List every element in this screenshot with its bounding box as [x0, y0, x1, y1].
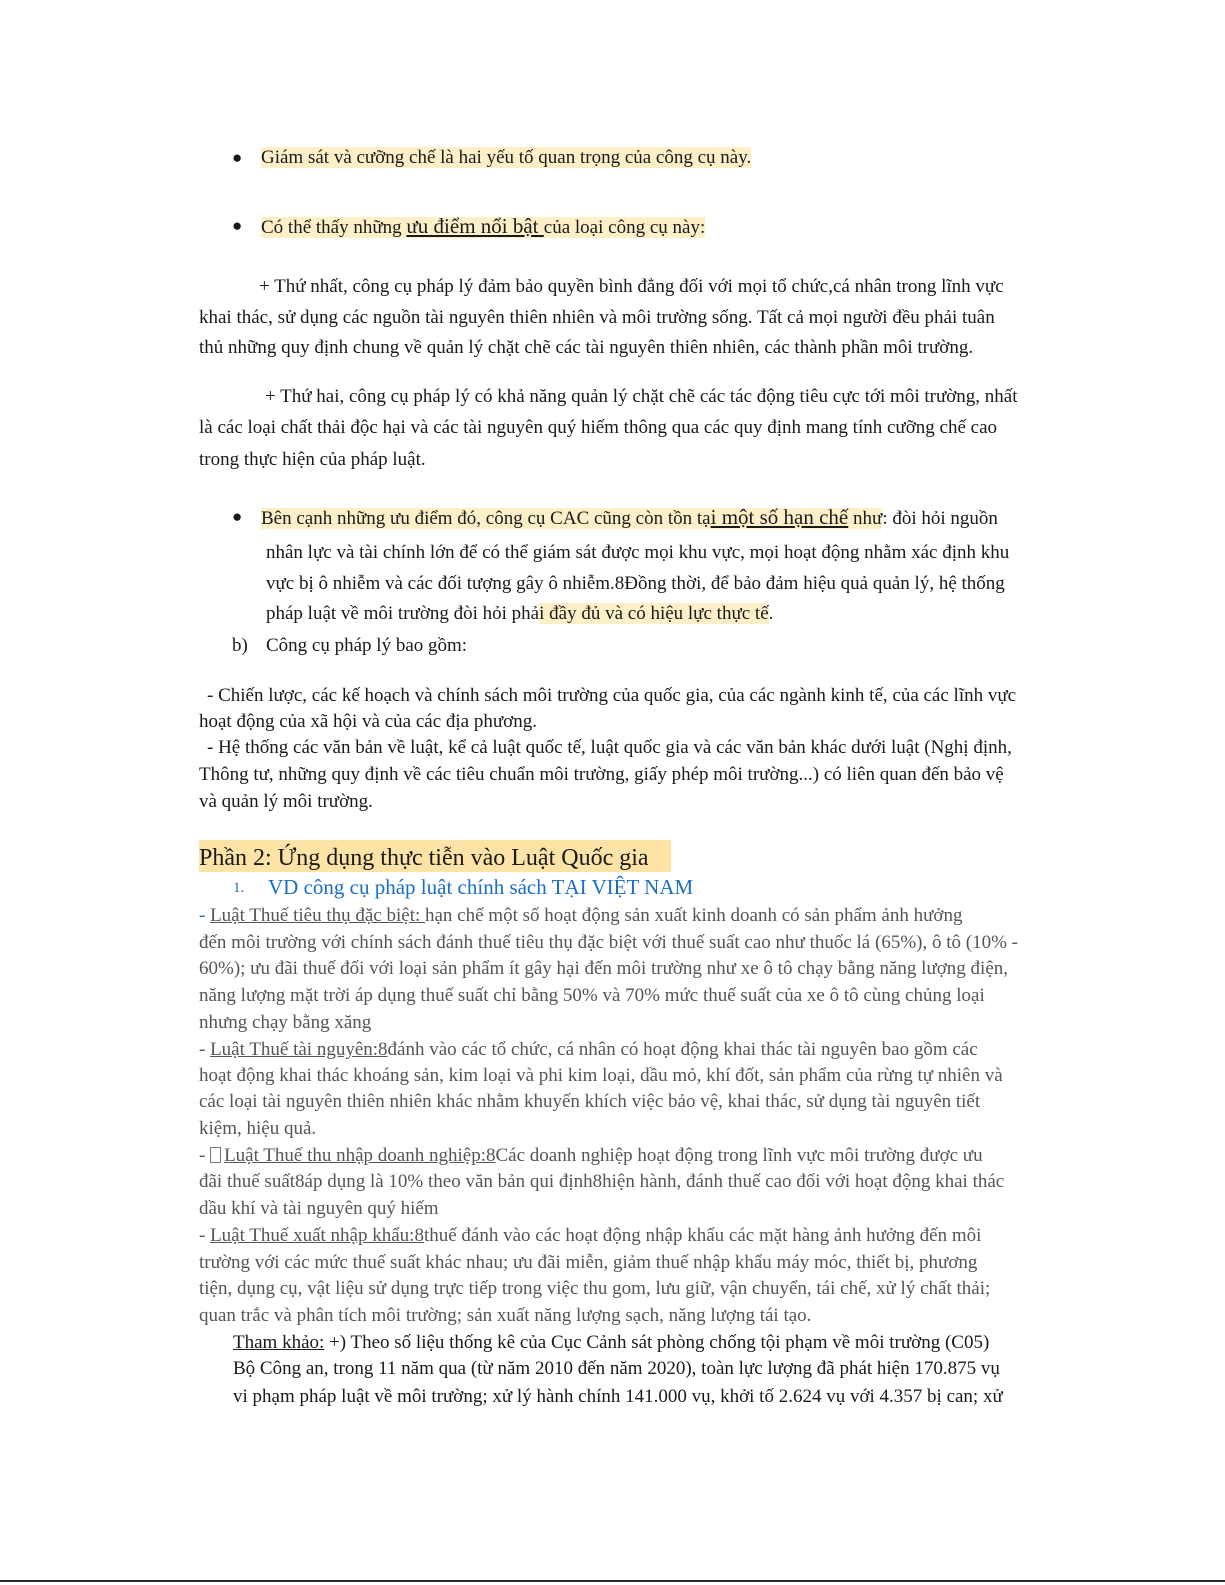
reference-line-1 [233, 1331, 989, 1355]
dash-1-line-1: - Chiến lược, các kế hoạch và chính sách môi trường của quốc gia, của các ngành kinh tế, của các lĩnh vực [207, 685, 1017, 706]
bullet-dot: ● [232, 507, 243, 526]
bullet-3-post: như [848, 508, 883, 529]
tax-2-line-4: kiệm, hiệu quả. [199, 1118, 317, 1139]
bullet-3-line-3: vực bị ô nhiễm và các đối tượng gây ô nhiễm.8Đồng thời, để bảo đảm hiệu quả quản lý, hệ thống [266, 573, 1005, 594]
tax-1-dash: - [199, 905, 211, 926]
tax-1-title: Luật Thuế tiêu thụ đặc biệt: [210, 905, 425, 926]
para-2-line-1: + Thứ hai, công cụ pháp lý có khả năng quản lý chặt chẽ các tác động tiêu cực tới môi trường, nhất [265, 386, 1018, 407]
bullet-3-emphasis: i một số hạn chế [710, 505, 849, 529]
bullet-dot: ● [232, 216, 243, 235]
para-1-line-3: thủ những quy định chung về quản lý chặt chẽ các tài nguyên thiên nhiên, các thành phần môi trường. [199, 337, 974, 358]
bullet-3-line-1 [261, 505, 998, 531]
bullet-1-text: Giám sát và cưỡng chế là hai yếu tố quan trọng của công cụ này. [261, 147, 752, 168]
tax-3-title: Luật Thuế thu nhập doanh nghiệp:8 [224, 1145, 496, 1166]
tax-1-line-3: 60%); ưu đãi thuế đối với loại sản phẩm ít gây hại đến môi trường như xe ô tô chạy bằng năng lượng điện, [199, 958, 1009, 979]
tax-2-line-1 [199, 1038, 978, 1062]
sub-b-marker: b) [232, 635, 248, 656]
dash-2-line-1: - Hệ thống các văn bản về luật, kể cả luật quốc tế, luật quốc gia và các văn bản khác dưới luật (Nghị định, [207, 737, 1012, 758]
para-1-line-1: + Thứ nhất, công cụ pháp lý đảm bảo quyền bình đẳng đối với mọi tổ chức,cá nhân trong lĩnh vực [259, 276, 1004, 297]
bullet-3-l4-pre: pháp luật về môi trường đòi hỏi phả [266, 603, 540, 624]
tax-2-title: Luật Thuế tài nguyên:8 [210, 1039, 388, 1060]
reference-l1: +) Theo số liệu thống kê của Cục Cảnh sát phòng chống tội phạm về môi trường (C05) [324, 1332, 990, 1353]
tax-2-dash: - [199, 1039, 211, 1060]
reference-line-3: vi phạm pháp luật về môi trường; xử lý hành chính 141.000 vụ, khởi tố 2.624 vụ với 4.357 bị can; xử [233, 1386, 1003, 1407]
tax-4-line-2: trường với các mức thuế suất khác nhau; ưu đãi miễn, giảm thuế nhập khẩu máy móc, thiết bị, phương [199, 1252, 978, 1273]
subheading-number: 1. [233, 880, 245, 896]
tax-3-line-2: đãi thuế suất8áp dụng là 10% theo văn bản qui định8hiện hành, đánh thuế cao đối với hoạt động khai thác [199, 1171, 1005, 1192]
heading-part2: Phần 2: Ứng dụng thực tiễn vào Luật Quốc gia [199, 845, 649, 871]
tax-1-line-2: đến môi trường với chính sách đánh thuế tiêu thụ đặc biệt với thuế suất cao như thuốc lá (65%), ô tô (10% - [199, 932, 1018, 953]
tax-1-l1: hạn chế một số hoạt động sản xuất kinh doanh có sản phẩm ảnh hưởng [425, 905, 963, 926]
sub-b-text: Công cụ pháp lý bao gồm: [266, 635, 468, 656]
tax-2-line-3: các loại tài nguyên thiên nhiên khác nhằm khuyến khích việc bảo vệ, khai thác, sử dụng tài nguyên tiết [199, 1091, 981, 1112]
tax-4-l1: thuế đánh vào các hoạt động nhập khẩu các mặt hàng ảnh hưởng đến môi [423, 1225, 982, 1246]
bullet-3-pre: Bên cạnh những ưu điểm đó, công cụ CAC cũng còn tồn tạ [261, 508, 711, 529]
bullet-3-l4-highlight: i đầy đủ và có hiệu lực thực tế [539, 603, 769, 624]
tax-2-line-2: hoạt động khai thác khoáng sản, kim loại và phi kim loại, dầu mỏ, khí đốt, sản phẩm của rừng tự nhiên và [199, 1065, 1003, 1086]
tax-1-line-1 [199, 904, 962, 928]
para-1-line-2: khai thác, sử dụng các nguồn tài nguyên thiên nhiên và môi trường sống. Tất cả mọi người đều phải tuân [199, 307, 995, 328]
dash-2-line-2: Thông tư, những quy định về các tiêu chuẩn môi trường, giấy phép môi trường...) có liên quan đến bảo vệ [199, 764, 1004, 785]
bullet-2-emphasis: ưu điểm nổi bật [406, 214, 544, 238]
missing-glyph-icon [210, 1147, 221, 1163]
tax-3-dash: - [199, 1145, 211, 1166]
tax-3-line-1 [199, 1144, 983, 1168]
bullet-3-line-4 [266, 602, 773, 626]
tax-1-line-5: nhưng chạy bằng xăng [199, 1012, 372, 1033]
reference-line-2: Bộ Công an, trong 11 năm qua (từ năm 2010 đến năm 2020), toàn lực lượng đã phát hiện 170.875 vụ [233, 1358, 1000, 1379]
bullet-3-line-2: nhân lực và tài chính lớn để có thể giám sát được mọi khu vực, mọi hoạt động nhằm xác định khu [266, 542, 1010, 563]
page-bottom-rule [0, 1580, 1225, 1582]
bullet-2-post: của loại công cụ này: [543, 217, 706, 238]
tax-3-line-3: dầu khí và tài nguyên quý hiếm [199, 1198, 439, 1219]
tax-4-line-4: quan trắc và phân tích môi trường; sản xuất năng lượng sạch, năng lượng tái tạo. [199, 1305, 812, 1326]
tax-1-line-4: năng lượng mặt trời áp dụng thuế suất chỉ bằng 50% và 70% mức thuế suất của xe ô tô cùng chủng loại [199, 985, 985, 1006]
bullet-3-l4-post: . [768, 603, 774, 624]
subheading: VD công cụ pháp luật chính sách TẠI VIỆT NAM [268, 875, 694, 899]
para-2-line-3: trong thực hiện của pháp luật. [199, 449, 426, 470]
tax-4-title: Luật Thuế xuất nhập khẩu:8 [210, 1225, 424, 1246]
bullet-dot: ● [232, 148, 243, 167]
para-2-line-2: là các loại chất thải độc hại và các tài nguyên quý hiếm thông qua các quy định mang tính cưỡng chế cao [199, 417, 997, 438]
tax-3-l1: Các doanh nghiệp hoạt động trong lĩnh vực môi trường được ưu [495, 1145, 983, 1166]
bullet-1 [261, 146, 751, 170]
bullet-3-tail: : đòi hỏi nguồn [882, 508, 998, 529]
tax-4-line-1 [199, 1224, 981, 1248]
tax-2-l1: đánh vào các tổ chức, cá nhân có hoạt động khai thác tài nguyên bao gồm các [387, 1039, 978, 1060]
bullet-2-pre: Có thể thấy những [261, 217, 407, 238]
reference-label: Tham khảo: [233, 1332, 325, 1353]
tax-4-line-3: tiện, dụng cụ, vật liệu sử dụng trực tiếp trong việc thu gom, lưu giữ, vận chuyển, tái chế, xử lý chất thải; [199, 1278, 991, 1299]
dash-1-line-2: hoạt động của xã hội và của các địa phương. [199, 711, 537, 732]
dash-2-line-3: và quản lý môi trường. [199, 791, 373, 812]
tax-4-dash: - [199, 1225, 211, 1246]
bullet-2 [261, 214, 705, 240]
